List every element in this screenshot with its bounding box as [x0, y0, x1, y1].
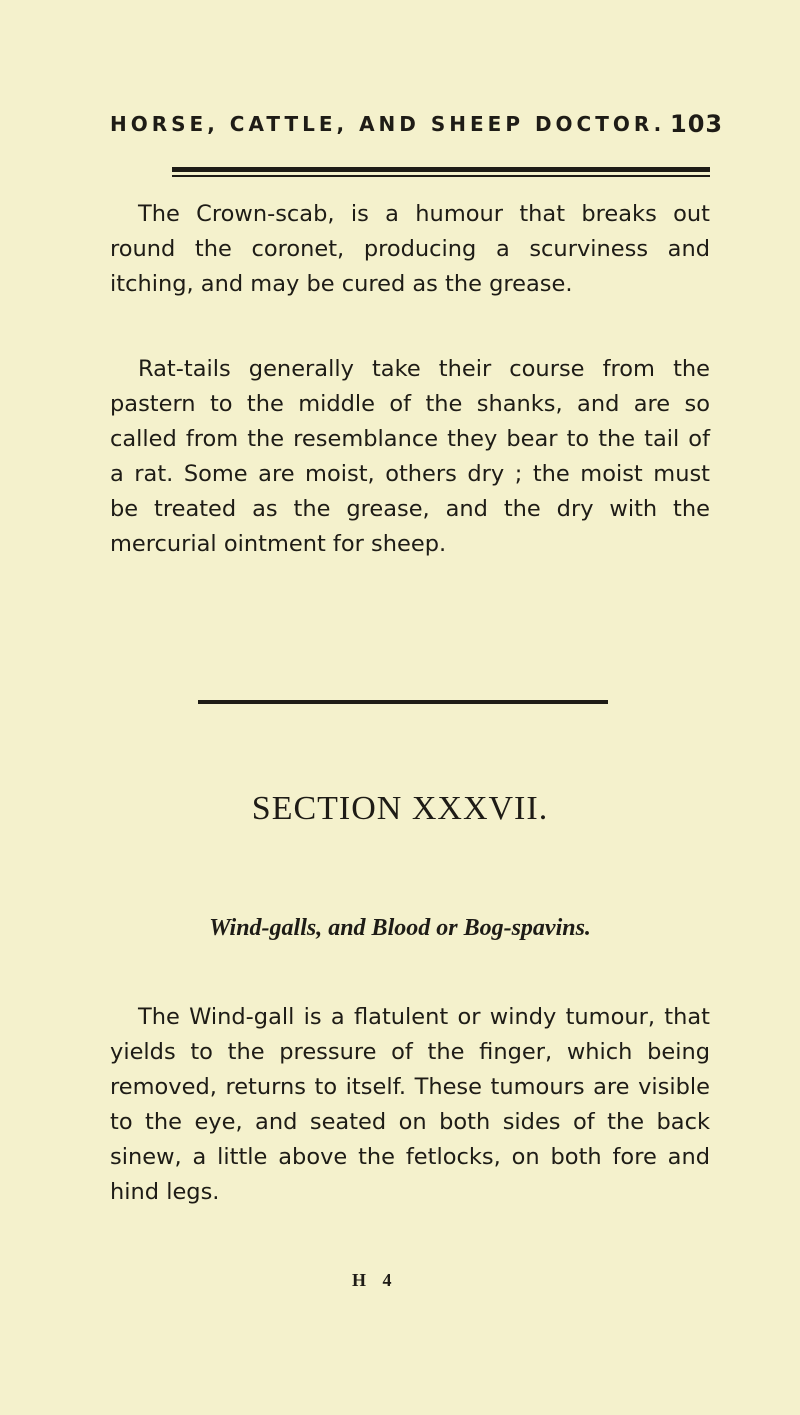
paragraph-crown-scab: The Crown-scab, is a humour that breaks out round the coronet, producing a scurviness and itching, and may be cured as the grease.	[110, 201, 710, 297]
section-divider-rule	[198, 700, 608, 704]
section-subtitle: Wind-galls, and Blood or Bog-spavins.	[209, 915, 591, 941]
section-title: SECTION XXXVII.	[251, 790, 549, 827]
header-double-rule	[172, 167, 710, 172]
paragraph-wind-gall: The Wind-gall is a flatulent or windy tumour, that yields to the pressure of the finger, which being removed, returns to itself. These tumours are visible to the eye, and seated on both sides of the back sinew, a little above the fetlocks, on both fore and hind legs.	[110, 1004, 710, 1205]
running-head-title: HORSE, CATTLE, AND SHEEP DOCTOR.	[110, 112, 666, 136]
signature-mark: H 4	[352, 1270, 398, 1290]
running-head	[110, 110, 724, 138]
paragraph-rat-tails: Rat-tails generally take their course from the pastern to the middle of the shanks, and are so called from the resemblance they bear to the tail of a rat. Some are moist, others dry ; the moist must be treated as the grease, and the dry with the mercurial ointment for sheep.	[110, 356, 710, 557]
page-number: 103	[670, 110, 724, 138]
